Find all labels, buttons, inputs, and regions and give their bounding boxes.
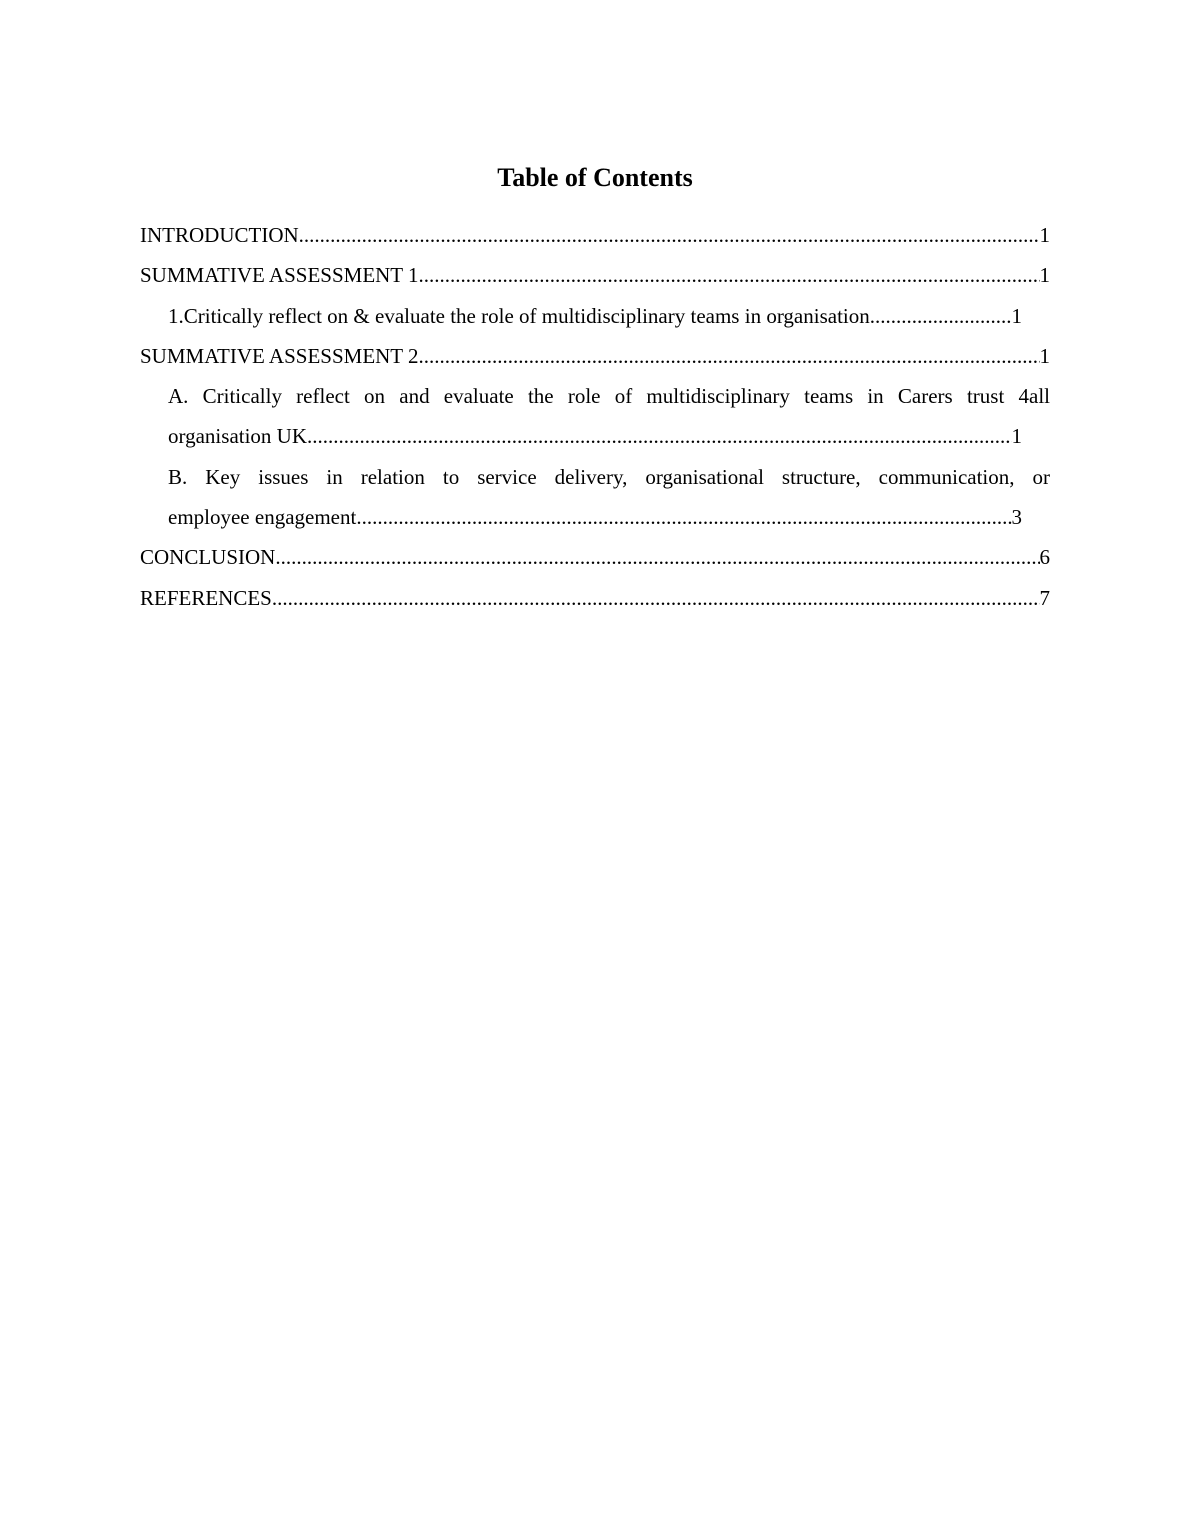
toc-leader-dots [299, 215, 1040, 255]
toc-entry-label: SUMMATIVE ASSESSMENT 1 [140, 263, 419, 288]
toc-page-number: 1 [1039, 263, 1050, 288]
toc-leader-dots [419, 255, 1040, 295]
toc-entry-label: SUMMATIVE ASSESSMENT 2 [140, 343, 419, 368]
toc-entry-critically-reflect[interactable] [168, 296, 1022, 336]
toc-entry-label-line2: organisation UK [168, 424, 308, 449]
toc-page-number: 1 [1039, 343, 1050, 368]
toc-entry-label: CONCLUSION [140, 545, 276, 570]
toc-entry-summative-assessment-1[interactable] [140, 255, 1050, 295]
toc-entry-last-line [168, 497, 1022, 537]
toc-entry-label: REFERENCES [140, 585, 272, 610]
toc-entry-conclusion[interactable] [140, 537, 1050, 577]
toc-leader-dots [307, 416, 1011, 456]
toc-page-number: 1 [1011, 424, 1022, 449]
toc-entry-introduction[interactable] [140, 215, 1050, 255]
toc-leader-dots [275, 537, 1039, 577]
toc-leader-dots [362, 497, 1012, 537]
toc-entry-label: 1.Critically reflect on & evaluate the role of multidisciplinary teams in organisation. [168, 303, 875, 328]
toc-page-number: 3 [1011, 505, 1022, 530]
toc-page-number: 1 [1011, 303, 1022, 328]
toc-entry-carers-trust[interactable] [168, 376, 1050, 457]
toc-page-number: 7 [1039, 585, 1050, 610]
page-title: Table of Contents [497, 163, 693, 192]
toc-entry-references[interactable] [140, 578, 1050, 618]
toc-entry-label: INTRODUCTION [140, 223, 299, 247]
toc-entry-label-line1: B. Key issues in relation to service delivery, organisational structure, communication, or [168, 464, 1050, 489]
toc-entry-last-line [168, 416, 1022, 456]
toc-page-number: 1 [1039, 223, 1050, 247]
toc-page-number: 6 [1039, 545, 1050, 570]
toc-leader-dots [419, 336, 1040, 376]
toc-entry-label-line2: employee engagement. [168, 505, 362, 530]
toc-leader-dots [875, 296, 1012, 336]
table-of-contents [140, 215, 1050, 618]
toc-entry-label-line1: A. Critically reflect on and evaluate the role of multidisciplinary teams in Carers trust 4all [168, 384, 1050, 409]
toc-leader-dots [272, 578, 1040, 618]
toc-entry-summative-assessment-2[interactable] [140, 336, 1050, 376]
toc-entry-key-issues[interactable] [168, 457, 1050, 538]
